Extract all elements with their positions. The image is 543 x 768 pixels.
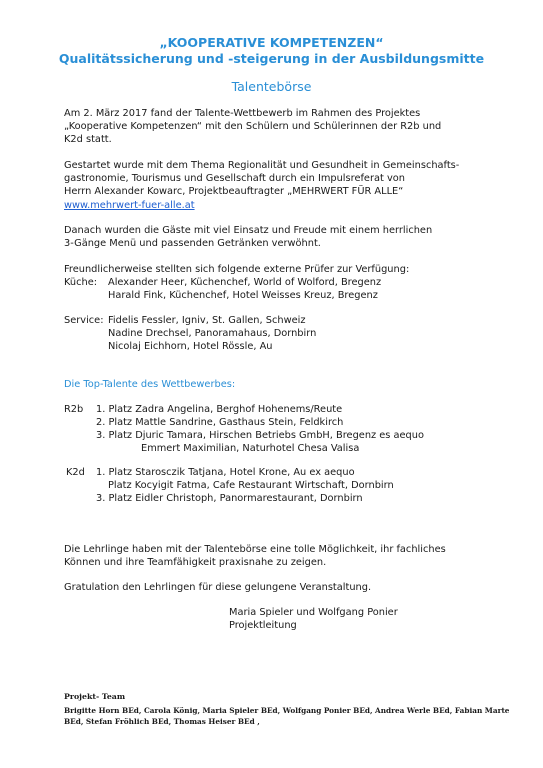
footer-team-names — [64, 705, 510, 727]
kitchen-label: Küche: — [64, 277, 98, 288]
closing-paragraph — [64, 543, 494, 569]
menu-line: 3-Gänge Menü und passenden Getränken verwöhnt. — [64, 238, 321, 250]
service-label: Service: — [64, 315, 104, 326]
document-subtitle: Qualitätssicherung und -steigerung in der Ausbildungsmitte — [58, 51, 485, 66]
website-link[interactable]: www.mehrwert-fuer-alle.at — [64, 199, 195, 211]
talent-entry: 1. Platz Starosczik Tatjana, Hotel Krone, Au ex aequo — [96, 467, 355, 478]
talents-heading: Die Top-Talente des Wettbewerbes: — [64, 379, 236, 390]
kitchen-examiner: Harald Fink, Küchenchef, Hotel Weisses Kreuz, Bregenz — [108, 290, 378, 301]
footer-line: BEd, Stefan Fröhlich BEd, Thomas Heiser BEd , — [64, 717, 260, 726]
talent-entry: Platz Kocyigit Fatma, Cafe Restaurant Wirtschaft, Dornbirn — [108, 480, 394, 491]
closing-line: Können und ihre Teamfähigkeit praxisnahe zu zeigen. — [64, 557, 327, 569]
theme-line: Gestartet wurde mit dem Thema Regionalität und Gesundheit in Gemeinschafts- — [64, 160, 460, 171]
talent-entry: 3. Platz Eidler Christoph, Panormarestaurant, Dornbirn — [96, 493, 363, 504]
theme-paragraph — [64, 159, 494, 212]
closing-line: Die Lehrlinge haben mit der Talentebörse eine tolle Möglichkeit, ihr fachliches — [64, 544, 446, 555]
class-label-k2d: K2d — [66, 467, 85, 478]
service-examiner: Nadine Drechsel, Panoramahaus, Dornbirn — [108, 328, 317, 339]
examiners-intro — [64, 263, 494, 276]
congratulation-text: Gratulation den Lehrlingen für diese gelungene Veranstaltung. — [64, 582, 372, 593]
menu-line: Danach wurden die Gäste mit viel Einsatz und Freude mit einem herrlichen — [64, 225, 433, 236]
theme-line: gastronomie, Tourismus und Gesellschaft durch ein Impulsreferat von — [64, 173, 405, 185]
class-label-r2b: R2b — [64, 404, 84, 415]
talent-entry: 2. Platz Mattle Sandrine, Gasthaus Stein, Feldkirch — [96, 417, 344, 428]
signature-names: Maria Spieler und Wolfgang Ponier — [229, 607, 398, 618]
document-title: „KOOPERATIVE KOMPETENZEN“ — [159, 35, 384, 50]
section-title: Talentebörse — [231, 79, 312, 94]
signature-role: Projektleitung — [229, 620, 297, 631]
talent-entry: 3. Platz Djuric Tamara, Hirschen Betriebs GmbH, Bregenz es aequo — [96, 430, 424, 441]
intro-line: „Kooperative Kompetenzen“ mit den Schülern und Schülerinnen der R2b und — [64, 121, 442, 133]
intro-line: Am 2. März 2017 fand der Talente-Wettbewerb im Rahmen des Projektes — [64, 108, 421, 119]
theme-line: Herrn Alexander Kowarc, Projektbeauftragter „MEHRWERT FÜR ALLE“ — [64, 186, 404, 198]
intro-line: K2d statt. — [64, 134, 112, 146]
examiners-intro-text: Freundlicherweise stellten sich folgende externe Prüfer zur Verfügung: — [64, 264, 410, 275]
service-examiner: Fidelis Fessler, Igniv, St. Gallen, Schweiz — [108, 315, 306, 326]
footer-line: Brigitte Horn BEd, Carola König, Maria Spieler BEd, Wolfgang Ponier BEd, Andrea Werle BEd, Fabian Marte — [64, 706, 510, 715]
kitchen-examiner: Alexander Heer, Küchenchef, World of Wolford, Bregenz — [108, 277, 382, 288]
menu-paragraph — [64, 224, 494, 250]
intro-paragraph — [64, 107, 494, 147]
talent-entry: 1. Platz Zadra Angelina, Berghof Hohenems/Reute — [96, 404, 343, 415]
footer-title: Projekt- Team — [64, 692, 126, 701]
talent-entry: Emmert Maximilian, Naturhotel Chesa Valisa — [141, 443, 360, 454]
service-examiner: Nicolaj Eichhorn, Hotel Rössle, Au — [108, 341, 273, 352]
